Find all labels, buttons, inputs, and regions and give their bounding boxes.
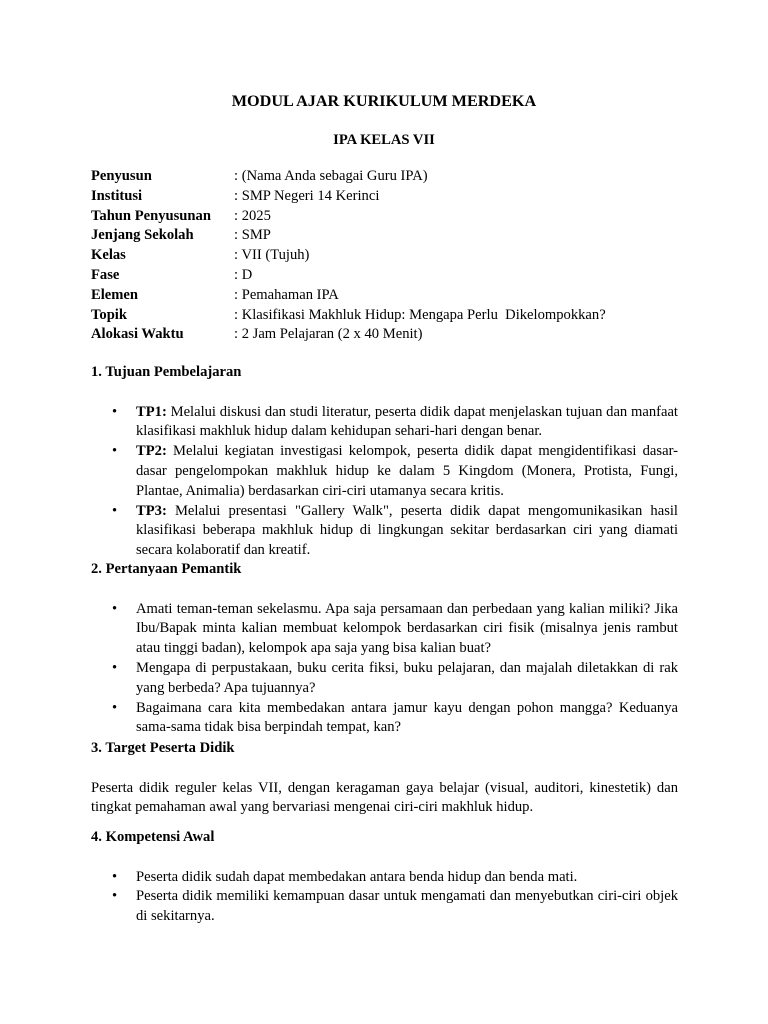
- info-value: : 2 Jam Pelajaran (2 x 40 Menit): [234, 326, 423, 343]
- info-value: : 2025: [234, 207, 271, 224]
- document-title: MODUL AJAR KURIKULUM MERDEKA: [231, 92, 537, 110]
- info-label: Jenjang Sekolah: [91, 227, 194, 244]
- info-row-tahun: [91, 207, 691, 227]
- competency-list: [91, 868, 678, 927]
- objective-code: TP2:: [136, 443, 167, 460]
- question-list: [91, 600, 678, 739]
- info-label: Institusi: [91, 187, 143, 204]
- section-target-peserta-didik: [91, 739, 678, 818]
- objective-code: TP1:: [136, 403, 167, 420]
- target-paragraph: Peserta didik reguler kelas VII, dengan keragaman gaya belajar (visual, auditori, kinestetik) dan tingkat pemahaman awal yang bervariasi mengenai ciri-ciri makhluk hidup.: [91, 779, 678, 816]
- identity-table: [91, 167, 691, 345]
- info-value: : Klasifikasi Makhluk Hidup: Mengapa Perlu Dikelompokkan?: [234, 306, 606, 323]
- competency-text: Peserta didik sudah dapat membedakan antara benda hidup dan benda mati.: [136, 868, 578, 885]
- info-row-penyusun: [91, 167, 691, 187]
- info-row-jenjang: [91, 226, 691, 246]
- objective-text: Melalui kegiatan investigasi kelompok, peserta didik dapat mengidentifikasi dasar-dasar pengelompokan makhluk hidup ke dalam 5 Kingdom (Monera, Protista, Fungi, Plantae, Animalia) berdasarkan ciri-ciri utamanya secara kritis.: [136, 443, 678, 499]
- info-row-institusi: [91, 187, 691, 207]
- bullet-icon: •: [112, 443, 118, 460]
- section-heading: 1. Tujuan Pembelajaran: [91, 364, 242, 380]
- info-row-topik: [91, 306, 691, 326]
- info-value: : SMP Negeri 14 Kerinci: [234, 187, 380, 204]
- question-text: Amati teman-teman sekelasmu. Apa saja persamaan dan perbedaan yang kalian miliki? Jika Ibu/Bapak minta kalian membuat kelompok berdasarkan ciri fisik (misalnya jenis rambut atau tinggi badan), kelompok apa saja yang bisa kalian buat?: [136, 600, 678, 657]
- info-value: : (Nama Anda sebagai Guru IPA): [234, 168, 428, 184]
- info-row-kelas: [91, 246, 691, 266]
- objective-list: [91, 403, 678, 561]
- list-item: [91, 502, 678, 561]
- list-item: [91, 868, 678, 888]
- info-value: : D: [234, 266, 253, 283]
- bullet-icon: •: [112, 659, 118, 676]
- bullet-icon: •: [112, 699, 118, 716]
- info-value: : SMP: [234, 227, 271, 244]
- question-text: Bagaimana cara kita membedakan antara jamur kayu dengan pohon mangga? Keduanya sama-sama tidak bisa berpindah tempat, kan?: [136, 699, 678, 736]
- list-item: [91, 887, 678, 927]
- objective-text: Melalui diskusi dan studi literatur, peserta didik dapat menjelaskan tujuan dan manfaat klasifikasi makhluk hidup dalam kehidupan sehari-hari dengan benar.: [136, 403, 678, 440]
- info-label: Kelas: [91, 247, 126, 264]
- section-tujuan-pembelajaran: [91, 363, 678, 561]
- info-row-elemen: [91, 286, 691, 306]
- section-kompetensi-awal: [91, 828, 678, 927]
- list-item: [91, 600, 678, 659]
- objective-code: TP3:: [136, 502, 167, 519]
- info-label: Topik: [91, 306, 127, 323]
- bullet-icon: •: [112, 600, 118, 617]
- info-label: Elemen: [91, 286, 139, 303]
- list-item: [91, 659, 678, 699]
- bullet-icon: •: [112, 868, 118, 885]
- info-label: Fase: [91, 266, 120, 283]
- info-label: Alokasi Waktu: [91, 326, 184, 343]
- list-item: [91, 699, 678, 739]
- section-heading: 3. Target Peserta Didik: [91, 740, 235, 756]
- section-heading: 2. Pertanyaan Pemantik: [91, 561, 242, 577]
- section-pertanyaan-pemantik: [91, 560, 678, 738]
- info-value: : Pemahaman IPA: [234, 286, 339, 303]
- bullet-icon: •: [112, 888, 118, 905]
- section-heading: 4. Kompetensi Awal: [91, 829, 215, 845]
- info-label: Tahun Penyusunan: [91, 207, 211, 224]
- bullet-icon: •: [112, 403, 118, 420]
- competency-text: Peserta didik memiliki kemampuan dasar untuk mengamati dan menyebutkan ciri-ciri objek di sekitarnya.: [136, 888, 678, 925]
- list-item: [91, 442, 678, 501]
- info-label: Penyusun: [91, 168, 152, 184]
- info-value: : VII (Tujuh): [234, 247, 310, 264]
- objective-text: Melalui presentasi "Gallery Walk", peserta didik dapat mengomunikasikan hasil klasifikasi beberapa makhluk hidup di lingkungan sekitar berdasarkan ciri yang diamati secara kolaboratif dan kreatif.: [136, 502, 678, 559]
- document-subtitle: IPA KELAS VII: [333, 132, 435, 148]
- info-row-fase: [91, 266, 691, 286]
- info-row-alokasi: [91, 325, 691, 345]
- list-item: [91, 403, 678, 443]
- question-text: Mengapa di perpustakaan, buku cerita fiksi, buku pelajaran, dan majalah diletakkan di rak yang berbeda? Apa tujuannya?: [136, 659, 678, 696]
- bullet-icon: •: [112, 502, 118, 519]
